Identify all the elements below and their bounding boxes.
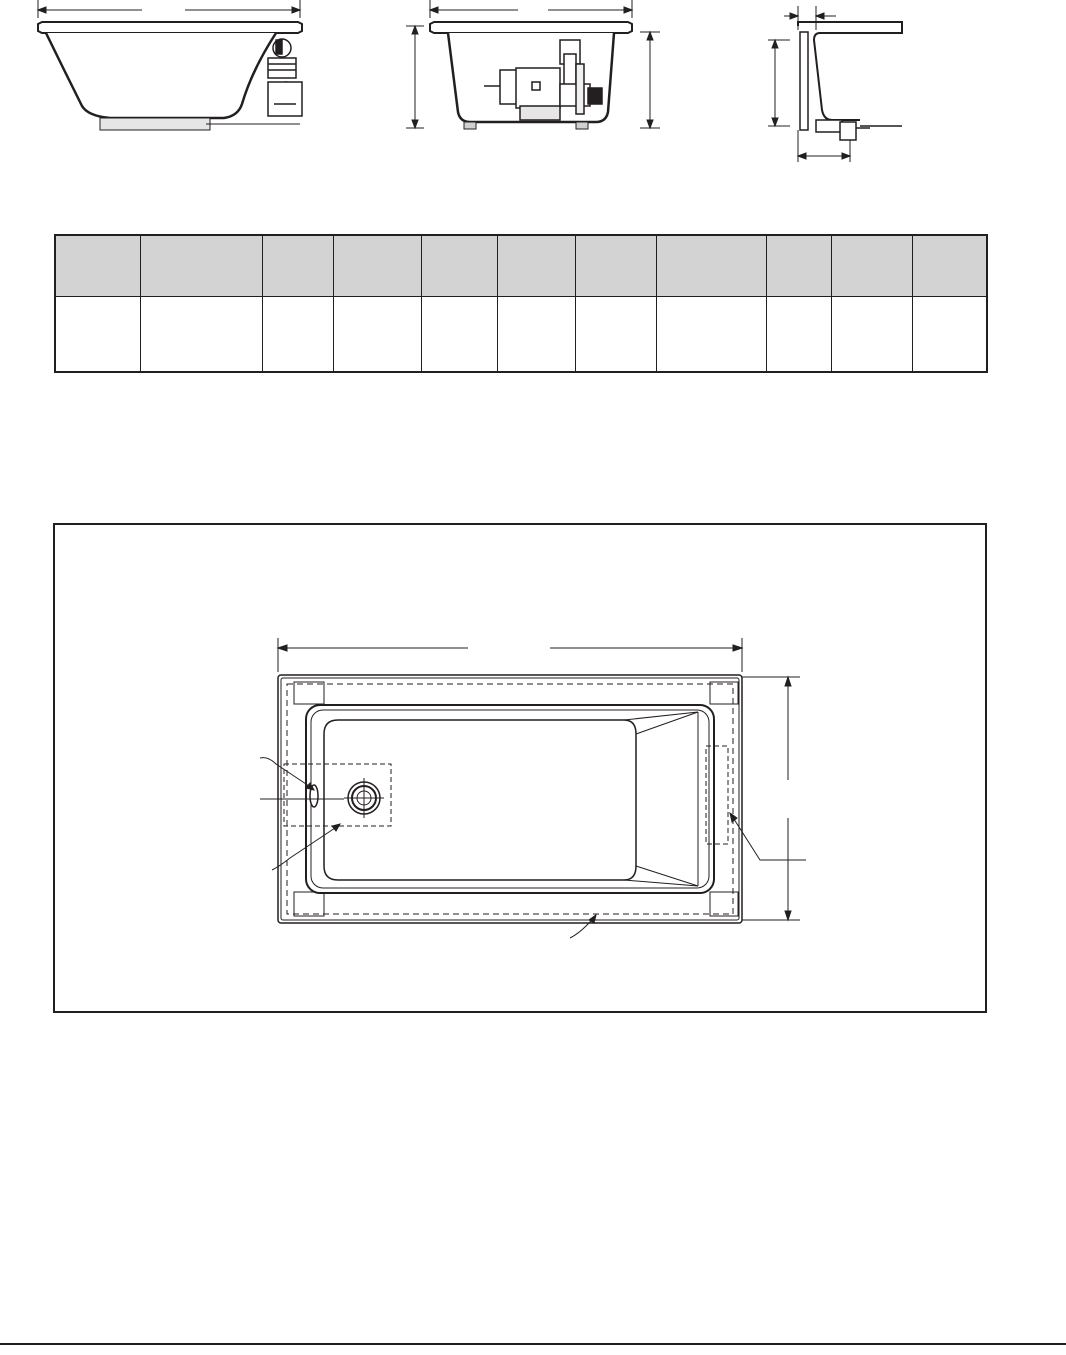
side-elevation-drawing <box>400 0 670 140</box>
pump-motor-icon <box>268 39 302 116</box>
column-divider <box>831 236 832 371</box>
tub-base <box>100 118 210 130</box>
column-divider <box>333 236 334 371</box>
side-height-dimension-left <box>406 26 424 128</box>
table-header-row <box>56 236 986 296</box>
tub-body <box>46 33 276 118</box>
footer-rule <box>0 1343 1066 1345</box>
tub-rim-section <box>798 22 902 120</box>
apron-wall <box>800 32 808 130</box>
table-divider <box>56 296 986 297</box>
rim-drain-detail-drawing <box>760 0 910 170</box>
plan-width-dimension <box>740 677 800 920</box>
specifications-table <box>54 234 988 373</box>
column-divider <box>575 236 576 371</box>
tub-rim <box>38 22 302 33</box>
column-divider <box>497 236 498 371</box>
column-divider <box>421 236 422 371</box>
detail-height-dimension <box>768 40 790 126</box>
rim-offset-dimension <box>784 6 836 30</box>
drain-fitting-icon <box>816 120 902 140</box>
tub-rim <box>430 22 632 33</box>
tub-plan-drawing <box>240 630 820 950</box>
column-divider <box>656 236 657 371</box>
end-elevation-drawing <box>30 0 320 140</box>
plan-length-dimension <box>278 638 742 672</box>
column-divider <box>140 236 141 371</box>
column-divider <box>262 236 263 371</box>
column-divider <box>912 236 913 371</box>
side-height-dimension-right <box>640 32 660 128</box>
side-length-dimension <box>430 0 632 18</box>
column-divider <box>766 236 767 371</box>
end-width-dimension <box>38 0 300 18</box>
